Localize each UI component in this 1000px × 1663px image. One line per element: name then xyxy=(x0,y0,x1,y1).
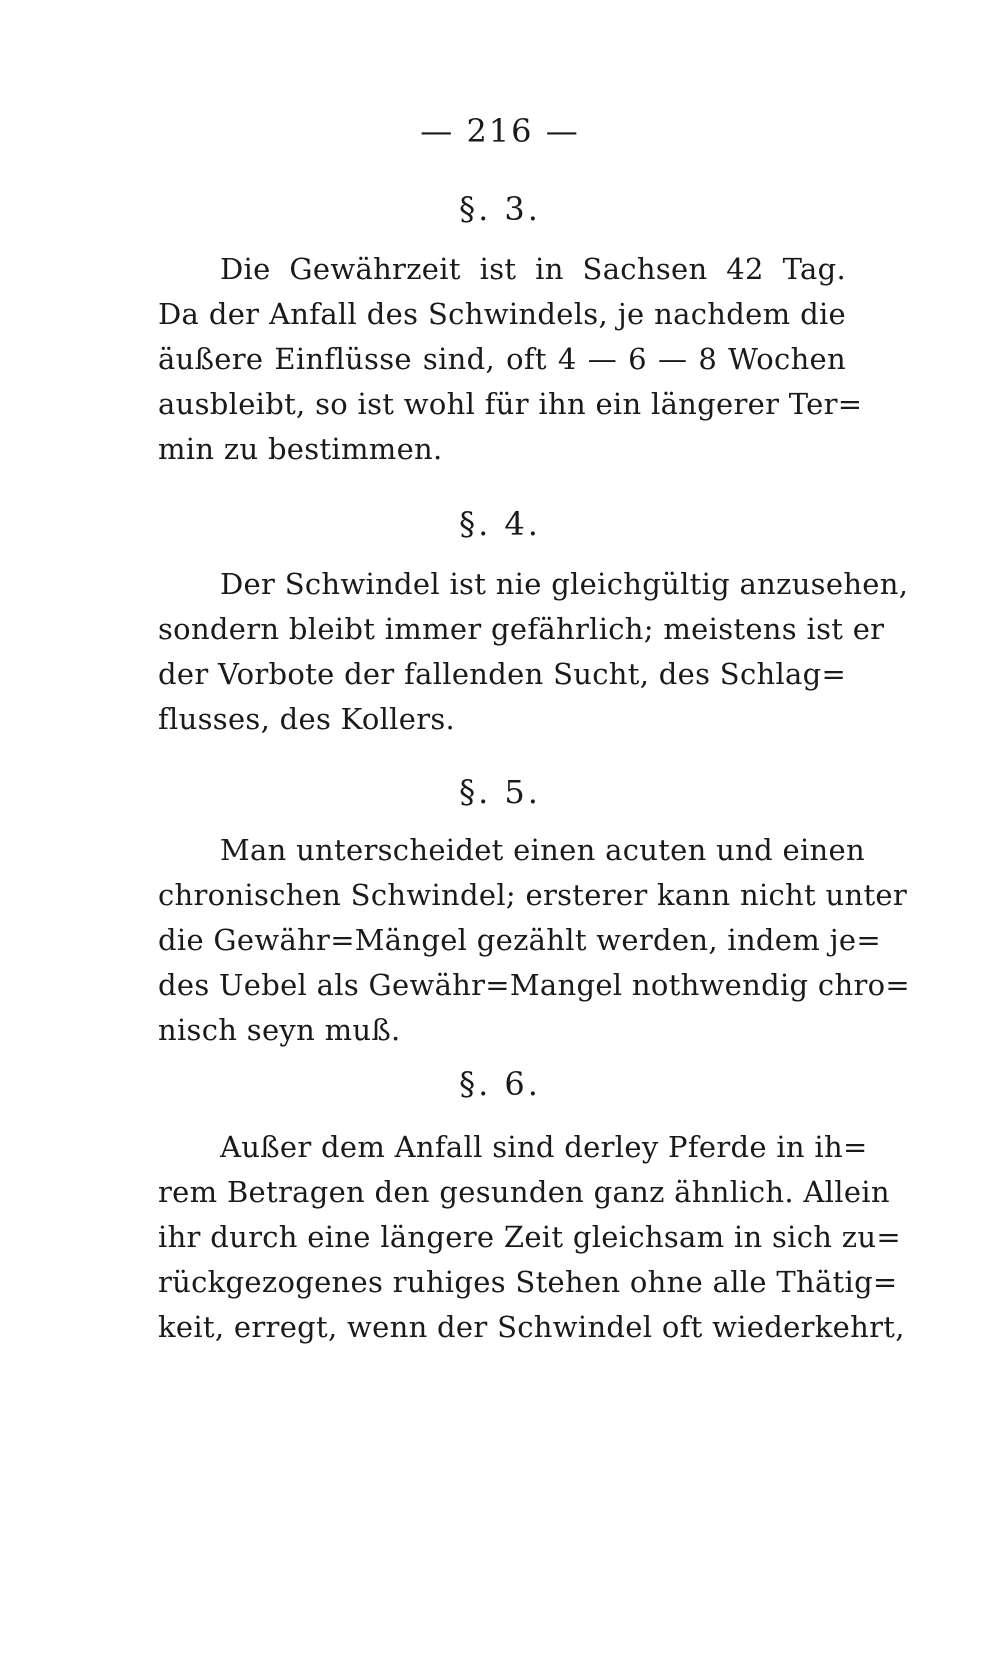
text-line: keit, erregt, wenn der Schwindel oft wiederkehrt, xyxy=(158,1310,905,1344)
text-line: rückgezogenes ruhiges Stehen ohne alle Thätig= xyxy=(158,1265,898,1299)
section-heading-6: §. 6. xyxy=(459,1065,541,1103)
paragraph-section-3 xyxy=(158,247,863,472)
text-line: Außer dem Anfall sind derley Pferde in ih= xyxy=(220,1130,868,1164)
paragraph-section-4 xyxy=(158,562,909,742)
text-line: Da der Anfall des Schwindels, je nachdem die xyxy=(158,297,846,331)
text-line: die Gewähr=Mängel gezählt werden, indem je= xyxy=(158,923,881,957)
text-line: Der Schwindel ist nie gleichgültig anzusehen, xyxy=(220,567,909,601)
text-line: ausbleibt, so ist wohl für ihn ein längerer Ter= xyxy=(158,387,863,421)
text-line: nisch seyn muß. xyxy=(158,1013,401,1047)
page-number-header: — 216 — xyxy=(420,112,580,150)
text-line: Man unterscheidet einen acuten und einen xyxy=(220,833,865,867)
text-line: äußere Einflüsse sind, oft 4 — 6 — 8 Wochen xyxy=(158,342,846,376)
text-line: chronischen Schwindel; ersterer kann nicht unter xyxy=(158,878,908,912)
text-line: flusses, des Kollers. xyxy=(158,702,456,736)
paragraph-section-5 xyxy=(158,828,910,1053)
text-line: sondern bleibt immer gefährlich; meistens ist er xyxy=(158,612,885,646)
section-heading-4: §. 4. xyxy=(459,505,541,543)
text-line: Die Gewährzeit ist in Sachsen 42 Tag. xyxy=(220,252,846,286)
text-line: rem Betragen den gesunden ganz ähnlich. Allein xyxy=(158,1175,890,1209)
text-line: min zu bestimmen. xyxy=(158,432,443,466)
paragraph-section-6 xyxy=(158,1125,905,1350)
text-line: der Vorbote der fallenden Sucht, des Schlag= xyxy=(158,657,847,691)
section-heading-5: §. 5. xyxy=(459,773,541,811)
text-line: ihr durch eine längere Zeit gleichsam in sich zu= xyxy=(158,1220,901,1254)
section-heading-3: §. 3. xyxy=(459,190,541,228)
text-line: des Uebel als Gewähr=Mangel nothwendig chro= xyxy=(158,968,910,1002)
